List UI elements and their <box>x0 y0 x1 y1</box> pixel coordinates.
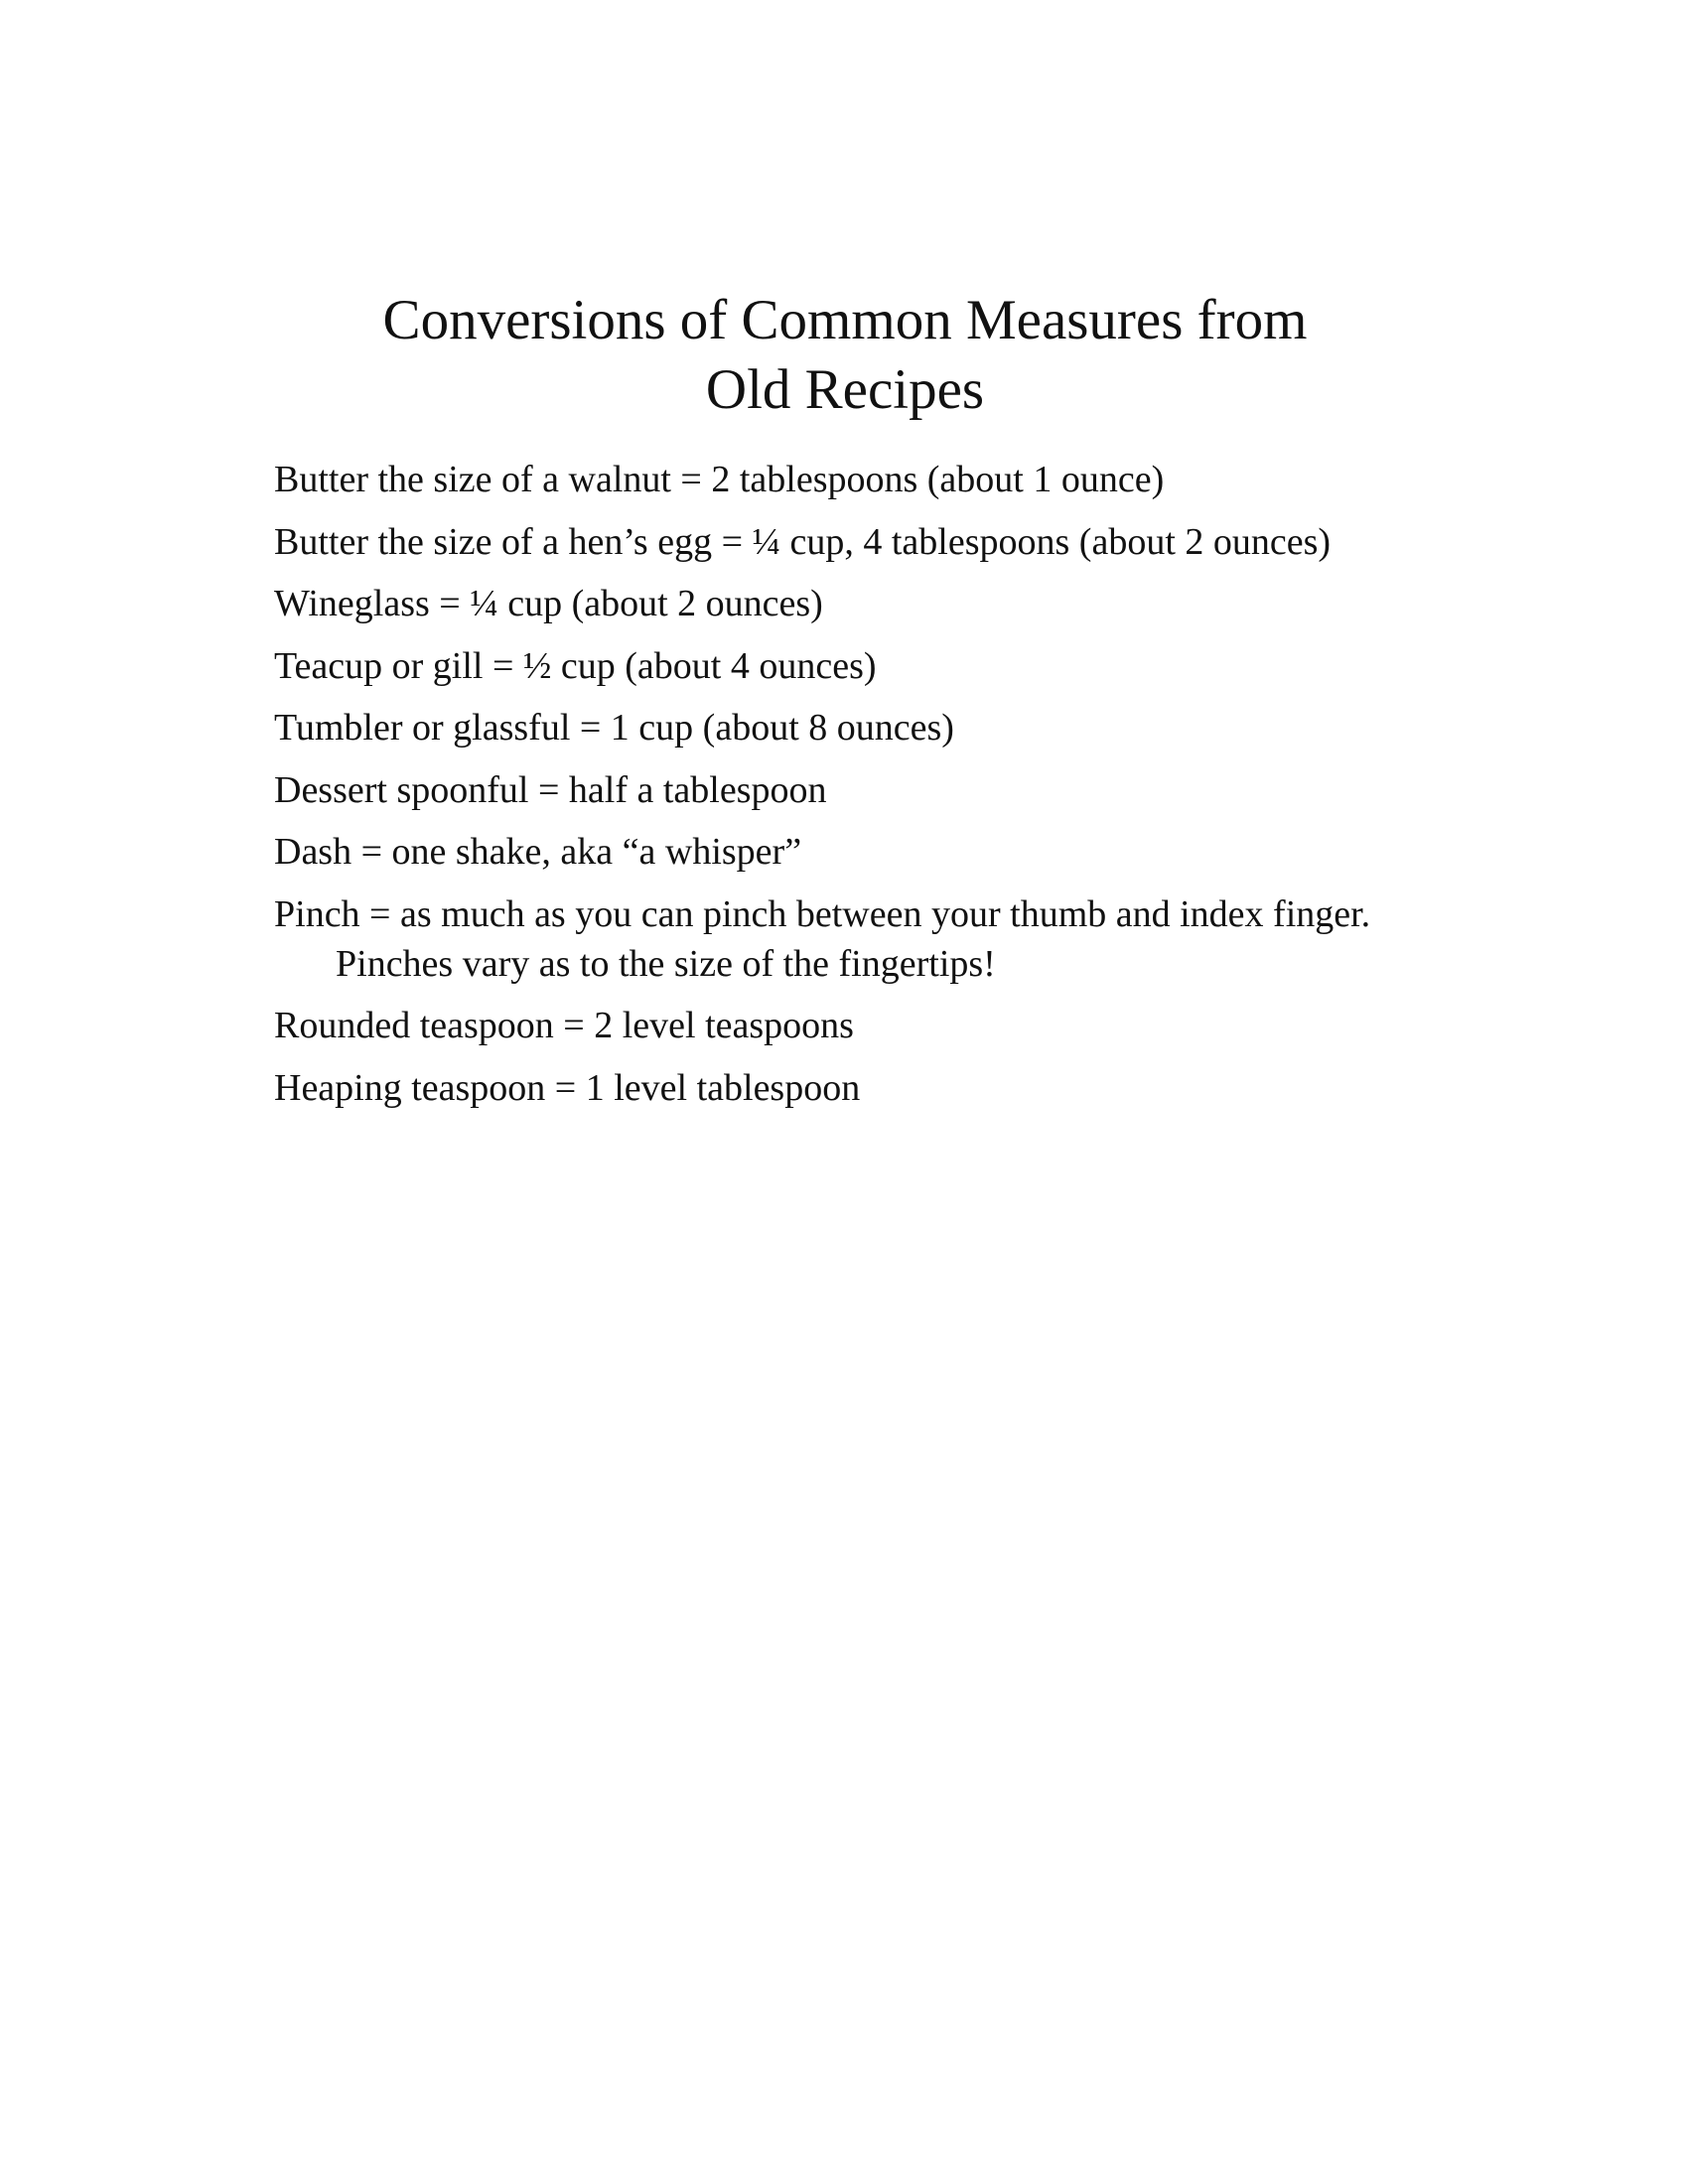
conversion-entry-dash: Dash = one shake, aka “a whisper” <box>274 831 802 873</box>
conversion-entry-hens-egg: Butter the size of a hen’s egg = ¼ cup, 4 tablespoons (about 2 ounces) <box>274 520 1332 563</box>
title-line-2: Old Recipes <box>705 358 985 421</box>
title-line-1: Conversions of Common Measures from <box>382 289 1308 351</box>
conversion-entry-tumbler: Tumbler or glassful = 1 cup (about 8 ounces) <box>274 707 954 749</box>
conversion-list <box>274 455 1426 1125</box>
conversion-entry-pinch: Pinch = as much as you can pinch between your thumb and index finger. Pinches vary as to the size of the fingertips! <box>274 892 1371 985</box>
conversion-entry-rounded-teaspoon: Rounded teaspoon = 2 level teaspoons <box>274 1005 854 1046</box>
conversion-entry-walnut: Butter the size of a walnut = 2 tablespoons (about 1 ounce) <box>274 459 1165 500</box>
page-title <box>274 286 1416 425</box>
conversion-entry-heaping-teaspoon: Heaping teaspoon = 1 level tablespoon <box>274 1066 861 1109</box>
conversion-entry-dessert-spoonful: Dessert spoonful = half a tablespoon <box>274 768 827 811</box>
conversion-entry-wineglass: Wineglass = ¼ cup (about 2 ounces) <box>274 583 823 624</box>
conversion-entry-teacup: Teacup or gill = ½ cup (about 4 ounces) <box>274 644 877 687</box>
